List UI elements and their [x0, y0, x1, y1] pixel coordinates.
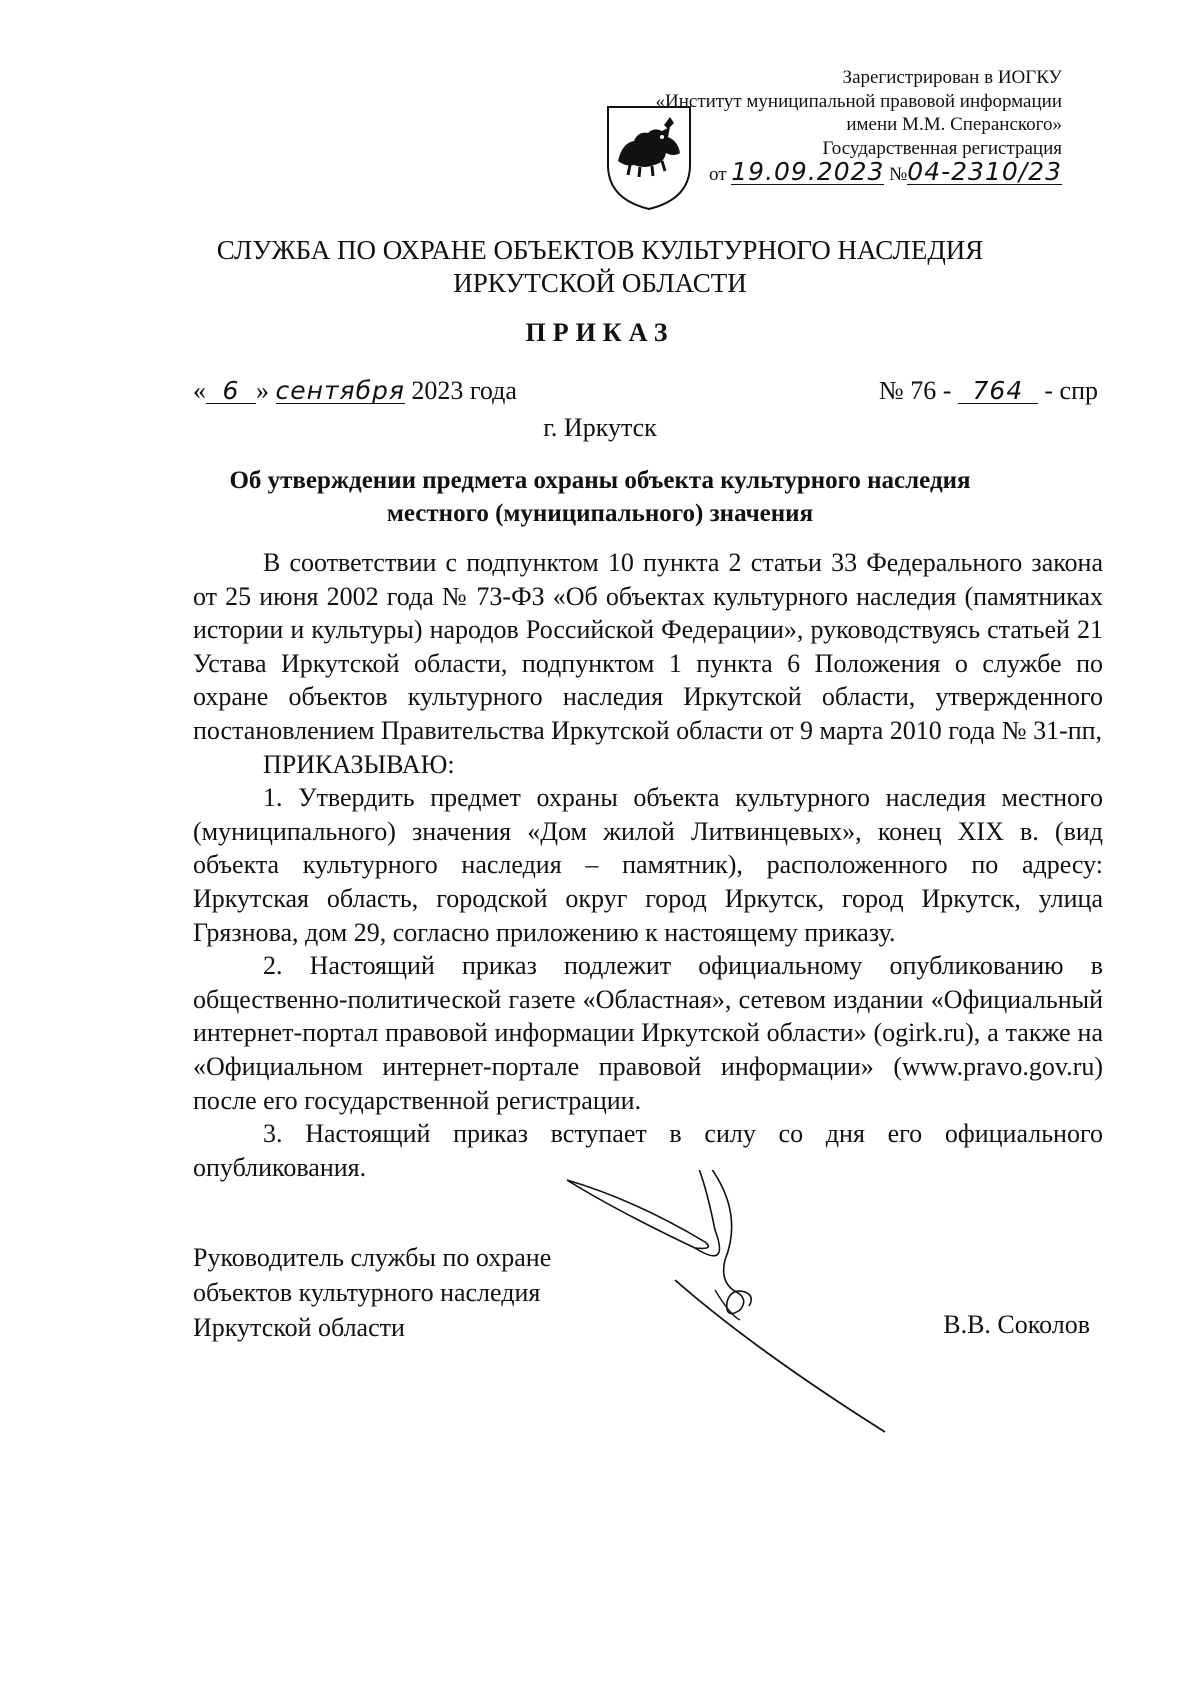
- document-type: ПРИКАЗ: [525, 318, 675, 347]
- order-number-suffix: - спр: [1044, 376, 1098, 405]
- agency-name: [0, 234, 1200, 300]
- order-subject-line-2: местного (муниципального) значения: [386, 500, 814, 527]
- order-preamble: В соответствии с подпунктом 10 пункта 2 статьи 33 Федерального закона от 25 июня 2002 года № 73-ФЗ «Об объектах культурного наследия (памятниках истории и культуры) народов Российской Федерации», руководствуясь статьей 21 Устава Иркутской области, подпунктом 1 пункта 6 Положения о службе по охране объектов культурного наследия Иркутской области, утвержденного постановлением Правительства Иркутской области от 9 марта 2010 года № 31-пп,: [193, 548, 1103, 745]
- registration-line-4: Государственная регистрация: [822, 137, 1062, 159]
- order-item-3: 3. Настоящий приказ вступает в силу со дня его официального опубликования.: [193, 1119, 1103, 1182]
- agency-name-line-2: ИРКУТСКОЙ ОБЛАСТИ: [453, 268, 747, 298]
- order-number: [879, 376, 1098, 406]
- signatory-position: [193, 1240, 551, 1345]
- signatory-position-line-1: Руководитель службы по охране: [193, 1243, 552, 1272]
- order-month: сентября: [275, 376, 405, 405]
- registration-date: 19.09.2023: [731, 157, 885, 186]
- order-subject-line-1: Об утверждении предмета охраны объекта культурного наследия: [229, 467, 971, 494]
- handwritten-signature: [555, 1170, 895, 1440]
- signatory-position-line-2: объектов культурного наследия: [193, 1278, 541, 1307]
- order-date: [193, 376, 517, 406]
- order-number-value: 764: [958, 379, 1038, 404]
- order-year: 2023 года: [411, 376, 517, 405]
- agency-name-line-1: СЛУЖБА ПО ОХРАНЕ ОБЪЕКТОВ КУЛЬТУРНОГО НАСЛЕДИЯ: [216, 235, 984, 265]
- date-close-quote: »: [256, 376, 269, 405]
- registration-number-sign: №: [889, 164, 908, 185]
- order-number-prefix: № 76 -: [878, 376, 952, 405]
- order-word: ПРИКАЗЫВАЮ:: [263, 749, 455, 779]
- registration-number: 04-2310/23: [907, 157, 1062, 186]
- registration-line-3: имени М.М. Сперанского»: [846, 114, 1062, 135]
- registration-from-label: от: [708, 164, 727, 185]
- registration-line-1: Зарегистрирован в ИОГКУ: [842, 67, 1062, 88]
- order-city: г. Иркутск: [543, 413, 657, 442]
- order-day: 6: [206, 379, 256, 404]
- order-item-1: 1. Утвердить предмет охраны объекта культурного наследия местного (муниципального) значения «Дом жилой Литвинцевых», конец XIX в. (вид объекта культурного наследия – памятник), расположенного по адресу: Иркутская область, городской округ город Иркутск, город Иркутск, улица Грязнова, дом 29, согласно приложению к настоящему приказу.: [193, 783, 1103, 947]
- registration-line-2: «Институт муниципальной правовой информации: [655, 90, 1062, 112]
- signatory-position-line-3: Иркутской области: [193, 1313, 405, 1342]
- order-item-2: 2. Настоящий приказ подлежит официальному опубликованию в общественно-политической газете «Областная», сетевом издании «Официальный интернет-портал правовой информации Иркутской области» (ogirk.ru), а также на «Официальном интернет-портале правовой информации» (www.pravo.gov.ru) после его государственной регистрации.: [193, 951, 1103, 1115]
- order-body: [193, 546, 1103, 1184]
- irkutsk-coat-of-arms-icon: [604, 103, 694, 213]
- signatory-name: В.В. Соколов: [943, 1310, 1090, 1339]
- order-subject: [0, 464, 1200, 530]
- date-open-quote: «: [193, 376, 206, 405]
